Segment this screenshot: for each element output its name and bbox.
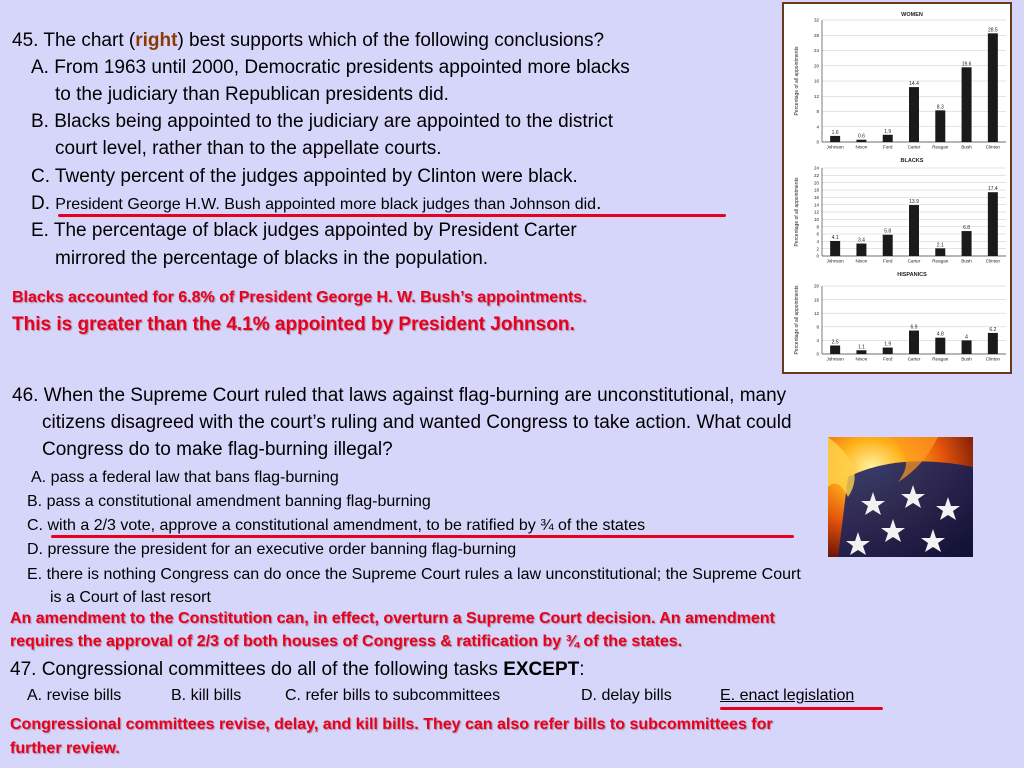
bar-johnson [830,241,840,256]
x-tick-label: Nixon [855,258,868,264]
bar-clinton [988,333,998,354]
q45-option-c: C. Twenty percent of the judges appointed by Clinton were black. [31,166,578,187]
data-label: 4 [965,334,968,341]
x-tick-label: Bush [961,144,972,150]
x-tick-label: Clinton [985,356,1001,362]
data-label: 19.6 [961,61,972,68]
bar-johnson [830,346,840,355]
y-tick-label: 16 [813,78,819,84]
y-tick-label: 24 [813,48,819,54]
q46-answer-underline [51,535,794,538]
q47-stem: 47. Congressional committees do all of the following tasks EXCEPT: [10,659,585,680]
q45-option-d: D. President George H.W. Bush appointed more black judges than Johnson did. [31,193,602,214]
y-tick-label: 32 [813,17,819,23]
x-tick-label: Johnson [826,356,844,362]
q47-except-word: EXCEPT [503,659,580,680]
bar-reagan [935,248,945,256]
q45-explanation-line2: This is greater than the 4.1% appointed by President Johnson. [12,314,575,335]
x-tick-label: Johnson [826,258,844,264]
x-tick-label: Ford [882,356,893,362]
q47-correct-answer: E. enact legislation [720,687,855,704]
q46-option-e-line1: E. there is nothing Congress can do once the Supreme Court rules a law unconstitutional; the Supreme Court [27,566,801,583]
q46-option-d: D. pressure the president for an executive order banning flag-burning [27,541,517,558]
q47-option-b: B. kill bills [171,687,242,704]
y-tick-label: 16 [813,195,819,201]
y-axis-label: Percentage of all appointments [794,177,800,247]
x-tick-label: Carter [907,356,921,362]
y-tick-label: 12 [813,209,819,215]
data-label: 1.6 [831,129,839,136]
data-label: 4.8 [936,331,944,338]
q47-option-a: A. revise bills [27,687,122,704]
bar-carter [909,87,919,142]
y-tick-label: 0 [816,139,819,145]
q45-explanation-line1: Blacks accounted for 6.8% of President George H. W. Bush’s appointments. [12,289,587,306]
q46-option-a: A. pass a federal law that bans flag-burning [31,469,339,486]
q46-option-e-line2: is a Court of last resort [50,589,211,606]
y-tick-label: 18 [813,187,819,193]
data-label: 6.8 [963,225,971,232]
x-tick-label: Johnson [826,144,844,150]
q47-explanation-line2: further review. [10,740,120,757]
x-tick-label: Reagan [932,356,949,362]
bar-carter [909,205,919,256]
data-label: 3.4 [857,237,865,244]
y-tick-label: 2 [816,246,819,252]
y-tick-label: 12 [813,310,819,316]
q45-stem: 45. The chart (right) best supports which of the following conclusions? [12,30,605,51]
y-tick-label: 12 [813,93,819,99]
q45-option-e-line2: mirrored the percentage of blacks in the population. [55,248,489,269]
bar-nixon [856,350,866,354]
data-label: 2.1 [936,242,944,249]
bar-bush [962,231,972,256]
data-label: 14.4 [909,81,919,88]
bar-ford [883,235,893,256]
data-label: 1.9 [884,128,892,135]
q46-stem-line2: citizens disagreed with the court’s ruling and wanted Congress to take action. What could [42,412,792,433]
q46-option-b: B. pass a constitutional amendment banning flag-burning [27,493,431,510]
q47-explanation-line1: Congressional committees revise, delay, and kill bills. They can also refer bills to subcommittees for [10,716,773,733]
q46-explanation-line1: An amendment to the Constitution can, in effect, overturn a Supreme Court decision. An amendment [10,610,775,627]
q45-option-a-line1: A. From 1963 until 2000, Democratic presidents appointed more blacks [31,57,630,78]
y-tick-label: 8 [816,224,819,230]
y-tick-label: 0 [816,253,819,259]
q47-answer-underline [720,707,883,710]
y-tick-label: 8 [816,324,819,330]
data-label: 8.3 [936,104,944,111]
q45-option-b-line2: court level, rather than to the appellate courts. [55,138,442,159]
y-tick-label: 4 [816,239,819,245]
data-label: 13.9 [909,199,919,206]
bar-nixon [856,244,866,256]
bar-reagan [935,338,945,354]
q45-right-word: right [135,30,178,51]
bar-ford [883,135,893,142]
q46-correct-answer: with a 2/3 vote, approve a constitutional amendment, to be ratified by ¾ of the states [47,517,646,534]
y-tick-label: 8 [816,109,819,115]
x-tick-label: Bush [961,356,972,362]
burning-flag-photo [828,437,973,557]
chart-title: HISPANICS [897,272,927,278]
y-tick-label: 4 [816,338,819,344]
bar-bush [962,340,972,354]
y-tick-label: 4 [816,124,819,130]
bar-carter [909,331,919,354]
y-tick-label: 14 [813,202,819,208]
bar-reagan [935,110,945,142]
appointments-bar-charts [784,4,1010,372]
data-label: 17.4 [987,186,998,193]
bar-clinton [988,192,998,256]
q45-option-a-line2: to the judiciary than Republican presidents did. [55,84,449,105]
data-label: 2.5 [831,339,839,346]
bar-clinton [988,33,998,142]
chart-title: BLACKS [900,158,924,164]
data-label: 28.5 [987,27,998,34]
data-label: 1.9 [884,341,892,348]
q47-option-d: D. delay bills [581,687,672,704]
y-axis-label: Percentage of all appointments [794,285,800,355]
q46-stem-line3: Congress do to make flag-burning illegal? [42,439,393,460]
bar-johnson [830,136,840,142]
y-tick-label: 6 [816,231,819,237]
q45-option-b-line1: B. Blacks being appointed to the judiciary are appointed to the district [31,111,613,132]
y-tick-label: 22 [813,173,819,179]
q46-stem-line1: 46. When the Supreme Court ruled that laws against flag-burning are unconstitutional, many [12,385,787,406]
y-tick-label: 16 [813,297,819,303]
x-tick-label: Reagan [932,144,949,150]
y-tick-label: 20 [813,63,819,69]
x-tick-label: Bush [961,258,972,264]
q47-option-c: C. refer bills to subcommittees [285,687,501,704]
x-tick-label: Reagan [932,258,949,264]
x-tick-label: Clinton [985,144,1001,150]
judicial-appointments-chart [782,2,1012,374]
data-label: 5.8 [884,228,892,235]
x-tick-label: Carter [907,144,921,150]
x-tick-label: Ford [882,258,893,264]
data-label: 1.1 [857,344,865,351]
y-tick-label: 28 [813,32,819,38]
data-label: 0.6 [857,133,865,140]
data-label: 4.1 [831,234,839,241]
x-tick-label: Nixon [855,144,868,150]
y-tick-label: 24 [813,165,819,171]
data-label: 6.2 [989,326,997,333]
x-tick-label: Ford [882,144,893,150]
data-label: 6.9 [910,324,918,331]
x-tick-label: Carter [907,258,921,264]
x-tick-label: Clinton [985,258,1001,264]
q45-answer-underline [58,214,726,217]
bar-ford [883,348,893,354]
q45-option-e-line1: E. The percentage of black judges appointed by President Carter [31,220,577,241]
y-tick-label: 20 [813,180,819,186]
q46-option-c: C. with a 2/3 vote, approve a constitutional amendment, to be ratified by ¾ of the states [27,517,646,534]
y-tick-label: 20 [813,283,819,289]
bar-nixon [856,140,866,142]
y-tick-label: 0 [816,351,819,357]
chart-title: WOMEN [901,12,923,18]
y-tick-label: 10 [813,217,819,223]
x-tick-label: Nixon [855,356,868,362]
q46-explanation-line2: requires the approval of 2/3 of both houses of Congress & ratification by ¾ of the states. [10,633,683,650]
bar-bush [962,67,972,142]
q45-correct-answer: President George H.W. Bush appointed more black judges than Johnson did [55,196,597,213]
y-axis-label: Percentage of all appointments [794,46,800,116]
